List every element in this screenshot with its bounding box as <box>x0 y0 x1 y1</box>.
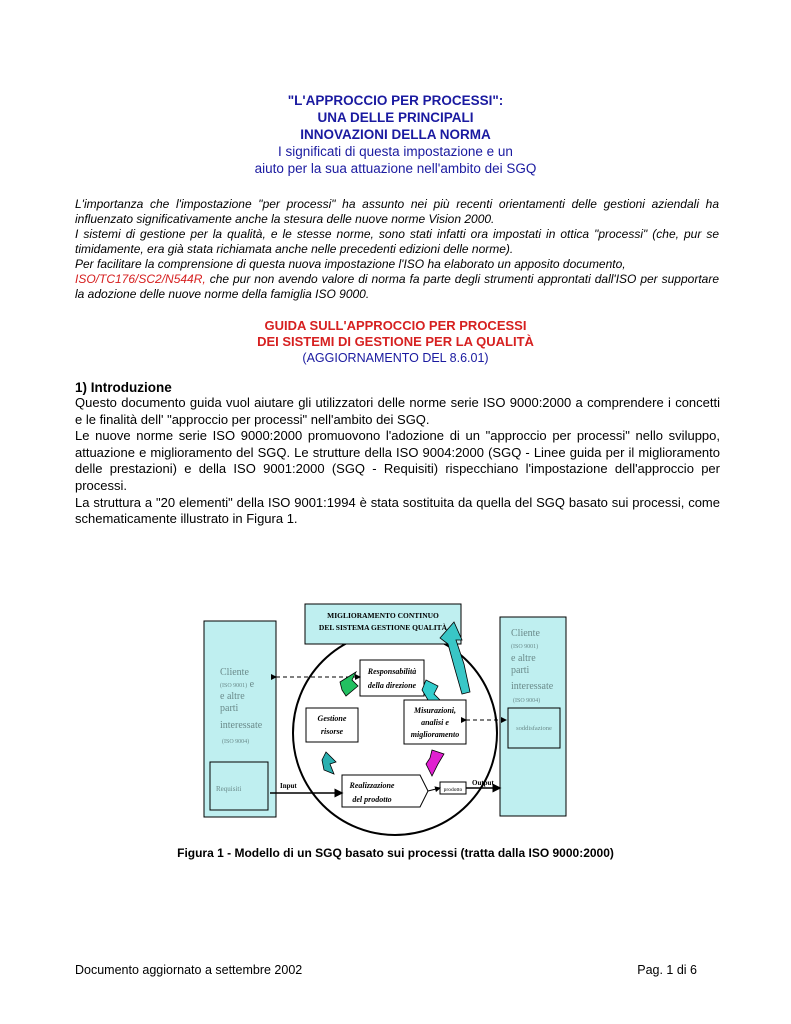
figure-caption: Figura 1 - Modello di un SGQ basato sui processi (tratta dalla ISO 9000:2000) <box>177 846 614 860</box>
intro-paragraph-2: I sistemi di gestione per la qualità, e le stesse norme, sono stati infatti ora impostati in ottica "processi" (che, pur se timidamente, era già stata richiamata anche nelle precedenti edizioni delle norme). <box>75 227 719 256</box>
continuous-improvement-label-2: DEL SISTEMA GESTIONE QUALITÀ <box>318 623 448 632</box>
management-responsibility-label-1: Responsabilità <box>367 667 417 676</box>
soddisfazione-label: soddisfazione <box>516 725 552 732</box>
title-line-2: UNA DELLE PRINCIPALI <box>317 110 474 125</box>
output-label: Output <box>472 779 494 787</box>
section-paragraph-1: Questo documento guida vuol aiutare gli utilizzatori delle norme serie ISO 9000:2000 a comprendere i concetti e le finalità dell' "approccio per processi" nell'ambito dei SGQ. <box>75 395 720 427</box>
right-e-altre-label: e altre <box>511 653 536 664</box>
continuous-improvement-label-1: MIGLIORAMENTO CONTINUO <box>327 611 439 620</box>
intro-paragraph-1: L'importanza che l'impostazione "per processi" ha assunto nei più recenti orientamenti delle gestioni aziendali ha influenzato significativamente anche la stesura delle nuove norme Vision 2000. <box>75 197 719 226</box>
left-e-altre-label: e altre <box>220 691 245 702</box>
right-iso9001-label: (ISO 9001) <box>511 644 539 650</box>
section-heading: 1) Introduzione <box>75 380 172 395</box>
resource-management-label-2: risorse <box>320 727 344 736</box>
subtitle-line-1: I significati di questa impostazione e un <box>278 144 513 159</box>
document-title <box>0 92 791 177</box>
left-e-label: e <box>247 679 255 690</box>
footer-page-number: Pag. 1 di 6 <box>637 963 697 977</box>
qms-process-model-figure <box>200 600 570 836</box>
product-realization-label-2: del prodotto <box>352 795 392 804</box>
iso-document-reference: ISO/TC176/SC2/N544R, <box>75 272 206 286</box>
measurement-label-1: Misurazioni, <box>413 706 457 715</box>
management-responsibility-label-2: della direzione <box>367 681 417 690</box>
guide-title-line-2: DEI SISTEMI DI GESTIONE PER LA QUALITÀ <box>257 334 534 349</box>
product-realization-label-1: Realizzazione <box>349 781 395 790</box>
requisiti-label: Requisiti <box>216 785 242 793</box>
section-paragraph-3: La struttura a "20 elementi" della ISO 9001:1994 è stata sostituita da quella del SGQ basato sui processi, come schematicamente illustrato in Figura 1. <box>75 494 720 527</box>
right-cliente-label: Cliente <box>511 628 540 639</box>
measurement-label-2: analisi e <box>421 718 449 727</box>
guide-title-line-1: GUIDA SULL'APPROCCIO PER PROCESSI <box>264 318 527 333</box>
intro-paragraph-3-start: Per facilitare la comprensione di questa nuova impostazione l'ISO ha elaborato un apposito documento, <box>75 257 626 271</box>
input-label: Input <box>280 782 297 790</box>
intro-paragraph-3-end: che pur non avendo valore di norma fa parte degli strumenti approntati dall'ISO per supportare la adozione delle nuove norme della famiglia ISO 9000. <box>75 272 719 301</box>
right-iso9004-label: (ISO 9004) <box>513 698 541 704</box>
left-iso9001-label: (ISO 9001) <box>220 683 248 689</box>
guide-heading <box>0 318 791 366</box>
title-line-3: INNOVAZIONI DELLA NORMA <box>300 127 491 142</box>
intro-paragraphs <box>75 197 719 302</box>
title-line-1: "L'APPROCCIO PER PROCESSI": <box>287 93 504 108</box>
resource-management-label-1: Gestione <box>317 714 347 723</box>
prodotto-label: prodotto <box>443 787 463 793</box>
right-interessate-label: interessate <box>511 681 554 692</box>
footer-update-date: Documento aggiornato a settembre 2002 <box>75 963 303 977</box>
left-parti-label: parti <box>220 703 239 714</box>
section-paragraph-2: Le nuove norme serie ISO 9000:2000 promuovono l'adozione di un "approccio per processi" nello sviluppo, attuazione e miglioramento del SGQ. Le strutture della ISO 9004:2000 (SGQ - Linee guida per il miglioramento delle prestazioni) e della ISO 9001:2000 (SGQ - Requisiti) rispecchiano l'impostazione dell'approccio per processi. <box>75 428 720 493</box>
subtitle-line-2: aiuto per la sua attuazione nell'ambito dei SGQ <box>254 161 537 176</box>
left-iso9004-label: (ISO 9004) <box>222 739 250 745</box>
guide-update-note: (AGGIORNAMENTO DEL 8.6.01) <box>302 351 489 365</box>
measurement-label-3: miglioramento <box>410 730 460 739</box>
left-cliente-label: Cliente <box>220 667 249 678</box>
right-parti-label: parti <box>511 665 530 676</box>
management-responsibility-box <box>360 660 424 696</box>
intro-paragraph-3 <box>75 257 719 302</box>
left-interessate-label: interessate <box>220 720 263 731</box>
section-body <box>75 395 720 528</box>
